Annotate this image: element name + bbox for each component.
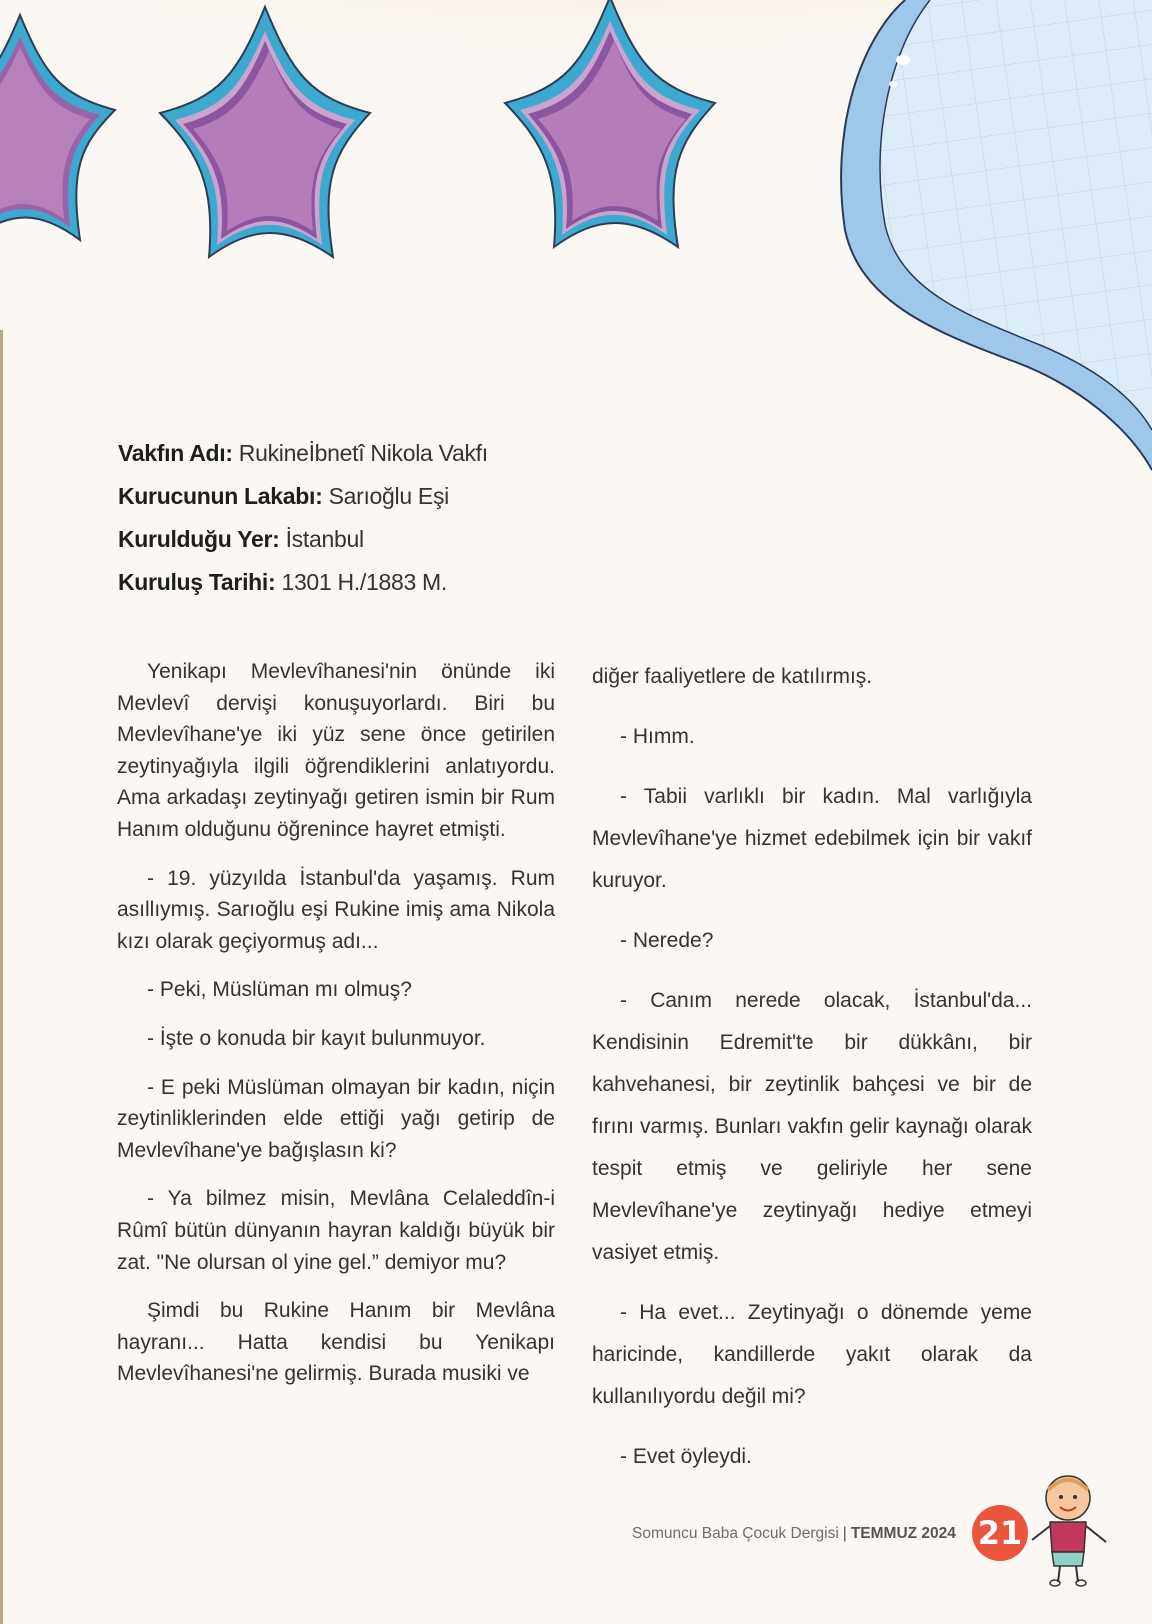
paragraph: - Ya bilmez misin, Mevlâna Celaleddîn-i Rûmî bütün dünyanın hayran kaldığı büyük bir zat. "Ne olursan ol yine gel.” demiyor mu? [117,1187,555,1274]
page-edge-line [0,330,3,1624]
story-column-right [592,656,1032,1496]
paragraph: Şimdi bu Rukine Hanım bir Mevlâna hayranı... Hatta kendisi bu Yenikapı Mevlevîhanesi'ne gelirmiş. Burada musiki ve [117,1299,555,1386]
info-value: Rukineİbnetî Nikola Vakfı [238,440,488,466]
info-row-date [118,561,488,604]
info-value: Sarıoğlu Eşi [328,483,449,509]
paragraph: diğer faaliyetlere de katılırmış. [592,665,873,688]
glass-panel-decoration [841,0,1152,470]
paragraph: Yenikapı Mevlevîhanesi'nin önünde iki Mevlevî dervişi konuşuyorlardı. Biri bu Mevlevîhane'ye iki yüz sene önce getirilen zeytinyağıyla ilgili öğrendiklerini anlatıyordu. Ama arkadaşı zeytinyağı getiren ismin bir Rum Hanım olduğunu öğrenince hayret etmişti. [117,660,555,841]
paragraph: - Tabii varlıklı bir kadın. Mal varlığıyla Mevlevîhane'ye hizmet edebilmek için bir vakıf kuruyor. [592,785,1032,892]
info-value: İstanbul [285,526,364,552]
paragraph: - 19. yüzyılda İstanbul'da yaşamış. Rum asıllıymış. Sarıoğlu eşi Rukine imiş ama Nikola kızı olarak geçiyormuş adı... [117,866,555,953]
paragraph: - Peki, Müslüman mı olmuş? [147,978,412,1002]
page-footer [632,1525,956,1543]
info-row-nickname [118,475,488,518]
paragraph: - Canım nerede olacak, İstanbul'da... Kendisinin Edremit'te bir dükkânı, bir kahvehanesi, bir zeytinlik bahçesi ve bir de fırını varmış. Bunları vakfın gelir kaynağı olarak tespit etmiş ve geliriyle her sene Mevlevîhane'ye zeytinyağı hediye etmeyi vasiyet etmiş. [592,989,1032,1264]
story-column-left [117,656,555,1407]
info-value: 1301 H./1883 M. [281,569,448,595]
info-row-place [118,518,488,561]
paragraph: - E peki Müslüman olmayan bir kadın, niçin zeytinliklerinden elde ettiği yağı getirip de Mevlevîhane'ye bağışlasın ki? [117,1075,555,1162]
paragraph: - Nerede? [620,929,714,952]
page-number-badge: 21 [972,1505,1028,1561]
paragraph: - Ha evet... Zeytinyağı o dönemde yeme haricinde, kandillerde yakıt olarak da kullanılıyordu değil mi? [592,1301,1032,1408]
foundation-info [118,432,488,604]
paragraph: - Evet öyleydi. [620,1445,752,1468]
paragraph: - Hımm. [620,725,695,748]
cartoon-child-icon [1010,1470,1130,1590]
info-label: Kuruluş Tarihi: [118,569,276,595]
info-row-name [118,432,488,475]
info-label: Vakfın Adı: [118,440,233,466]
info-label: Kurulduğu Yer: [118,526,280,552]
footer-separator: | [842,1525,847,1542]
info-label: Kurucunun Lakabı: [118,483,323,509]
paragraph: - İşte o konuda bir kayıt bulunmuyor. [147,1026,486,1050]
issue-date: TEMMUZ 2024 [850,1525,956,1542]
magazine-name: Somuncu Baba Çocuk Dergisi [632,1525,839,1542]
